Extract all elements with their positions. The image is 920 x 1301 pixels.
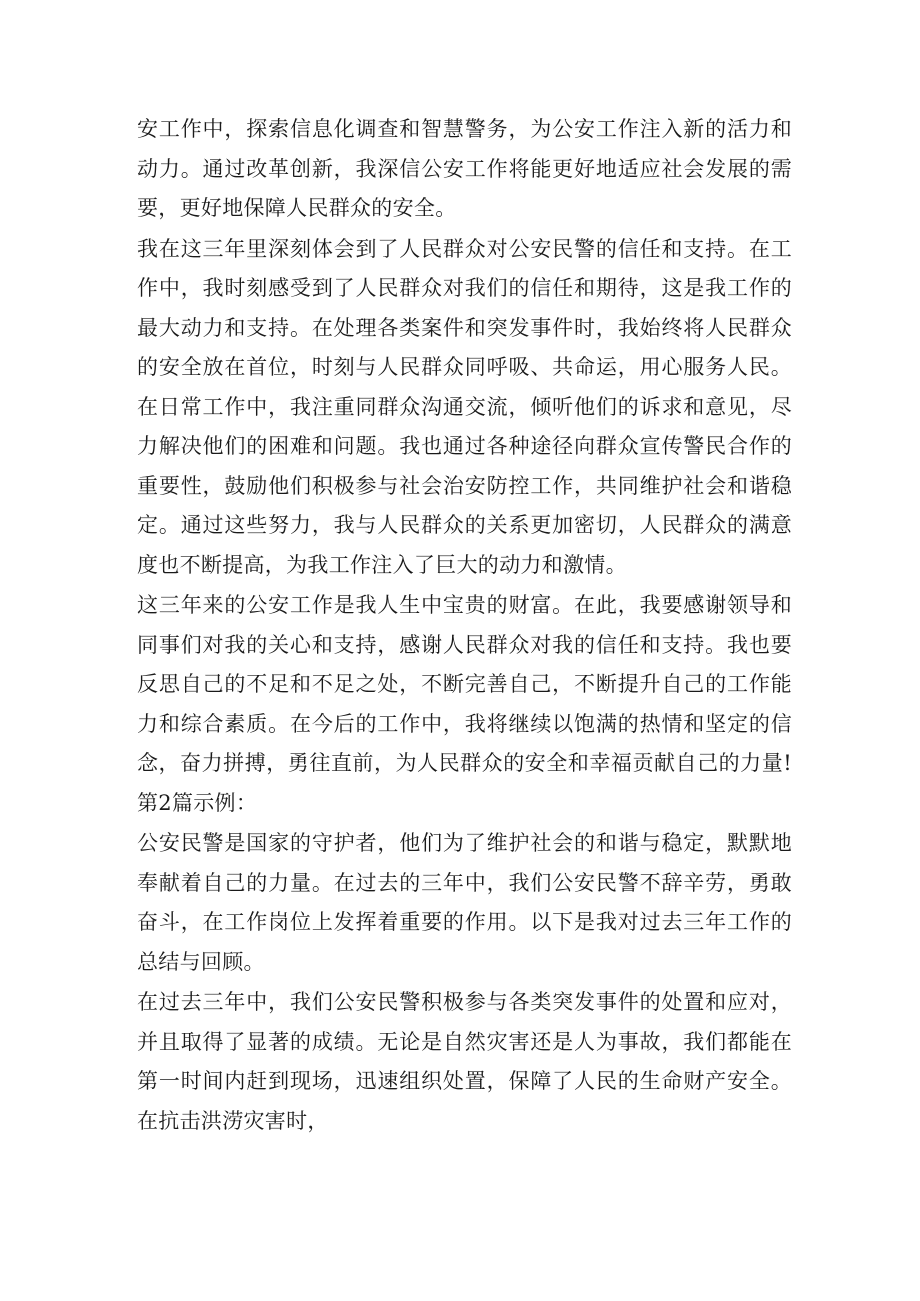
paragraph-4: 公安民警是国家的守护者，他们为了维护社会的和谐与稳定，默默地奉献着自己的力量。在过去的三年中，我们公安民警不辞辛劳，勇敢奋斗，在工作岗位上发挥着重要的作用。以下是我对过去三年工作的总结与回顾。 xyxy=(137,831,792,974)
paragraph-1: 安工作中，探索信息化调查和智慧警务，为公安工作注入新的活力和动力。通过改革创新，我深信公安工作将能更好地适应社会发展的需要，更好地保障人民群众的安全。 xyxy=(137,117,792,220)
document-body xyxy=(137,110,792,1142)
paragraph-3: 这三年来的公安工作是我人生中宝贵的财富。在此，我要感谢领导和同事们对我的关心和支持，感谢人民群众对我的信任和支持。我也要反思自己的不足和不足之处，不断完善自己，不断提升自己的工作能力和综合素质。在今后的工作中，我将继续以饱满的热情和坚定的信念，奋力拼搏，勇往直前，为人民群众的安全和幸福贡献自己的力量!第2篇示例： xyxy=(137,593,792,815)
paragraph-5: 在过去三年中，我们公安民警积极参与各类突发事件的处置和应对，并且取得了显著的成绩。无论是自然灾害还是人为事故，我们都能在第一时间内赶到现场，迅速组织处置，保障了人民的生命财产安全。在抗击洪涝灾害时， xyxy=(137,990,792,1133)
paragraph-2: 我在这三年里深刻体会到了人民群众对公安民警的信任和支持。在工作中，我时刻感受到了人民群众对我们的信任和期待，这是我工作的最大动力和支持。在处理各类案件和突发事件时，我始终将人民群众的安全放在首位，时刻与人民群众同呼吸、共命运，用心服务人民。在日常工作中，我注重同群众沟通交流，倾听他们的诉求和意见，尽力解决他们的困难和问题。我也通过各种途径向群众宣传警民合作的重要性，鼓励他们积极参与社会治安防控工作，共同维护社会和谐稳定。通过这些努力，我与人民群众的关系更加密切，人民群众的满意度也不断提高，为我工作注入了巨大的动力和激情。 xyxy=(137,236,792,577)
